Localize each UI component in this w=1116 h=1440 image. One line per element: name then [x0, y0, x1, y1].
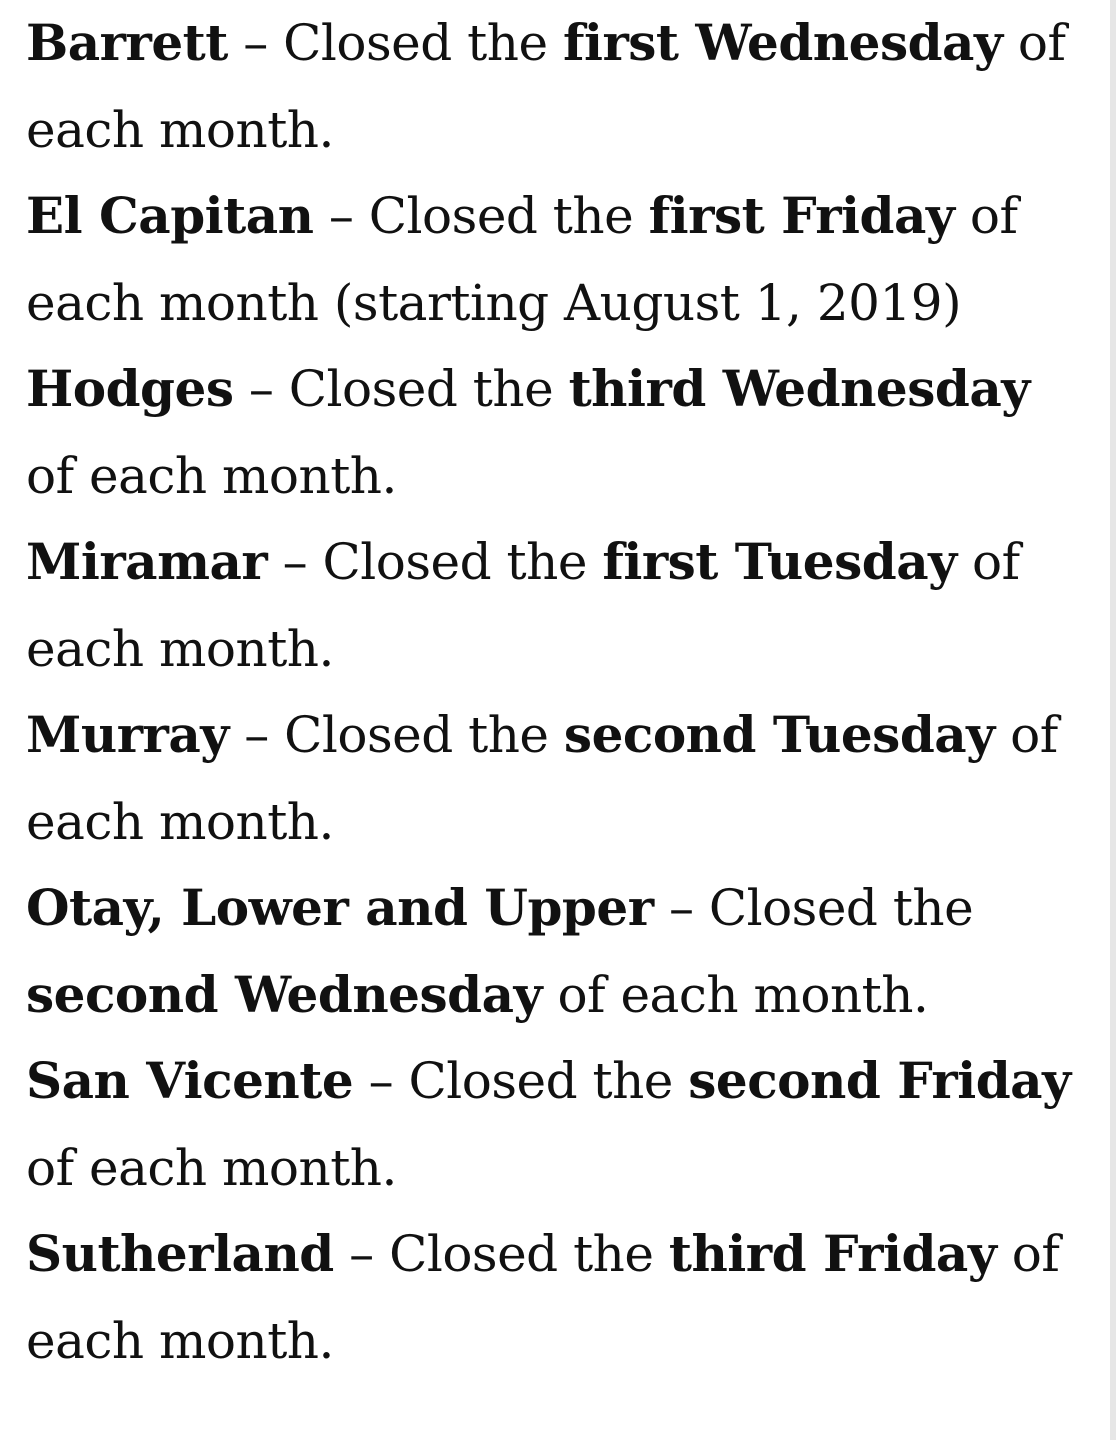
closure-entry-murray	[26, 692, 1076, 865]
closure-schedule: second Tuesday	[563, 705, 995, 764]
lake-name: Otay, Lower and Upper	[26, 878, 654, 937]
closure-text: – Closed the	[227, 14, 563, 72]
closure-entry-el-capitan	[26, 173, 1076, 346]
scrollbar[interactable]	[1110, 0, 1116, 1440]
lake-name: Miramar	[26, 532, 268, 591]
closure-schedule: second Friday	[688, 1051, 1071, 1110]
closure-text: – Closed the	[333, 1225, 669, 1283]
lake-name: Barrett	[26, 13, 228, 72]
closure-text: – Closed the	[353, 1052, 689, 1110]
closure-schedule: first Tuesday	[602, 532, 957, 591]
closure-suffix: of each month.	[26, 1138, 397, 1197]
closure-schedule: third Friday	[668, 1224, 997, 1283]
lake-name: Sutherland	[26, 1224, 334, 1283]
closure-entry-san-vicente	[26, 1038, 1076, 1211]
closure-suffix: of each month.	[26, 706, 1058, 851]
closure-text: – Closed the	[228, 706, 564, 764]
closure-entry-barrett	[26, 0, 1076, 173]
closure-schedule: first Friday	[648, 186, 955, 245]
closure-list	[26, 0, 1076, 1384]
closure-text: – Closed the	[313, 187, 649, 245]
closure-suffix: of each month.	[542, 965, 929, 1024]
lake-name: San Vicente	[26, 1051, 354, 1110]
lake-name: El Capitan	[26, 186, 314, 245]
closure-entry-otay	[26, 865, 1076, 1038]
closure-schedule: first Wednesday	[562, 13, 1003, 72]
closure-schedule: second Wednesday	[26, 964, 543, 1024]
closure-suffix: of each month (starting August 1, 2019)	[26, 187, 1018, 332]
lake-name: Hodges	[26, 359, 234, 418]
closure-text: – Closed the	[267, 533, 603, 591]
closure-text: – Closed the	[233, 360, 569, 418]
closure-entry-sutherland	[26, 1211, 1076, 1384]
closure-entry-miramar	[26, 519, 1076, 692]
closure-schedule: third Wednesday	[568, 359, 1030, 418]
closure-suffix: of each month.	[26, 533, 1020, 678]
lake-name: Murray	[26, 705, 229, 764]
closure-entry-hodges	[26, 346, 1076, 519]
closure-suffix: of each month.	[26, 14, 1066, 159]
closure-suffix: of each month.	[26, 446, 397, 505]
closure-suffix: of each month.	[26, 1225, 1060, 1370]
closure-text: – Closed the	[653, 879, 974, 937]
